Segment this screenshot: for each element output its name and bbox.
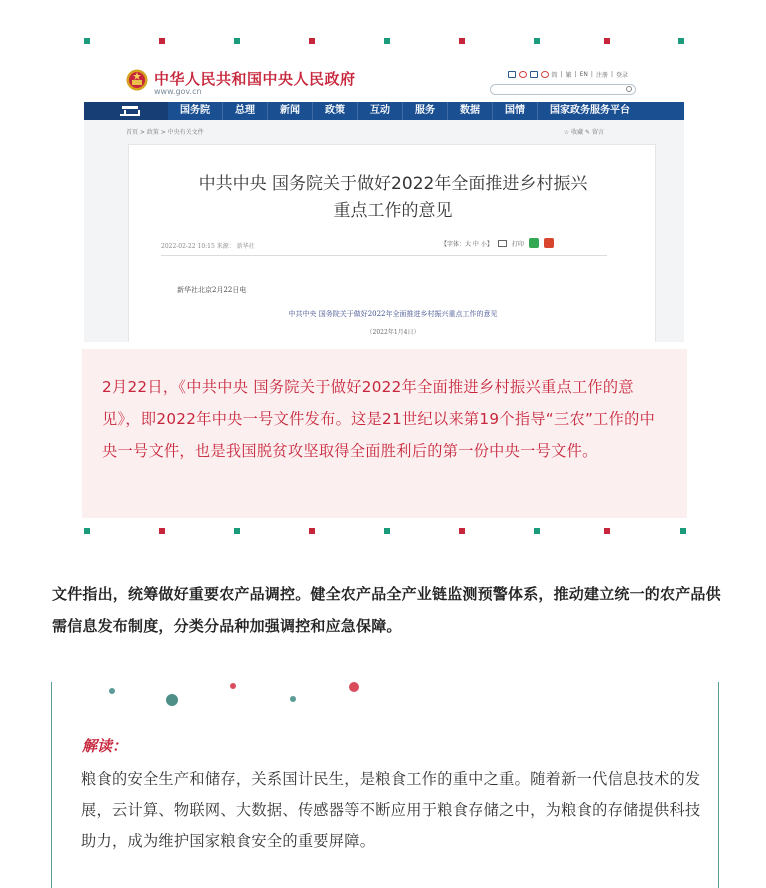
lang-english[interactable]: EN: [579, 71, 588, 78]
national-emblem-icon: [126, 68, 148, 92]
lang-simplified[interactable]: 简: [551, 72, 558, 79]
search-input[interactable]: [490, 84, 636, 95]
lang-traditional[interactable]: 繁: [565, 72, 572, 79]
article-dateline: 新华社北京2月22日电: [177, 286, 247, 294]
top-links: 简 | 繁 | EN | 注册 | 登录: [508, 70, 628, 79]
decorative-circle: [230, 683, 236, 689]
article-title-line-2: 重点工作的意见: [333, 201, 453, 221]
interpretation-label: 解读：: [82, 737, 128, 755]
interpretation-text: 粮食的安全生产和储存，关系国计民生，是粮食工作的重中之重。随着新一代信息技术的发展，云计算、物联网、大数据、传感器等不断应用于粮食存储之中，为粮食的存储提供科技助力，成为维护国家粮食安全的重要屏障。: [81, 770, 701, 850]
site-url: www.gov.cn: [154, 87, 202, 96]
breadcrumb[interactable]: 首页 > 政策 > 中央有关文件: [126, 129, 204, 136]
dot: [384, 528, 390, 534]
embedded-article-screenshot: [84, 56, 684, 342]
main-nav: [84, 102, 684, 120]
dot: [159, 528, 165, 534]
page-area: [84, 120, 684, 342]
nav-item-services[interactable]: 服务: [403, 102, 448, 120]
page-tools[interactable]: ☆ 收藏 ✎ 留言: [563, 129, 604, 136]
dot: [459, 528, 465, 534]
gov-header: [84, 56, 684, 102]
decorative-dot-row-top: [84, 38, 686, 46]
register-link[interactable]: 注册: [595, 72, 608, 79]
decorative-circle: [290, 696, 296, 702]
nav-item-news[interactable]: 新闻: [268, 102, 313, 120]
nav-item-gov-service-platform[interactable]: 国家政务服务平台: [550, 105, 630, 116]
article-title: [129, 171, 657, 225]
article-subtitle: 中共中央 国务院关于做好2022年全面推进乡村振兴重点工作的意见: [288, 310, 498, 318]
mail-icon[interactable]: [508, 71, 516, 78]
nav-item-data[interactable]: 数据: [448, 102, 493, 120]
tiananmen-icon: [120, 106, 140, 116]
dot: [678, 38, 684, 44]
dot: [309, 528, 315, 534]
decorative-circle: [109, 688, 115, 694]
dot: [234, 38, 240, 44]
dot: [604, 38, 610, 44]
font-size-control[interactable]: 【字体：大 中 小】: [441, 240, 493, 248]
print-icon[interactable]: [498, 240, 507, 247]
weibo-share-icon[interactable]: [544, 238, 554, 248]
dot: [384, 38, 390, 44]
nav-item-interaction[interactable]: 互动: [358, 102, 403, 120]
dot: [459, 38, 465, 44]
mobile-icon[interactable]: [530, 71, 538, 78]
dot: [84, 38, 90, 44]
article-card: [128, 144, 656, 342]
nav-item-premier[interactable]: 总理: [223, 102, 268, 120]
search-icon[interactable]: [626, 86, 632, 92]
summary-quote-text: 2月22日，《中共中央 国务院关于做好2022年全面推进乡村振兴重点工作的意见》，即2022年中央一号文件发布。这是21世纪以来第19个指导“三农”工作的中央一号文件，也是我国脱贫攻坚取得全面胜利后的第一份中央一号文件。: [102, 378, 656, 460]
app-icon[interactable]: [519, 71, 527, 78]
site-title[interactable]: 中华人民共和国中央人民政府: [154, 70, 356, 88]
divider: [161, 255, 607, 256]
dot: [534, 528, 540, 534]
interpretation-block: [51, 682, 719, 888]
article-subdate: （2022年1月4日）: [366, 329, 420, 336]
dot: [234, 528, 240, 534]
article-tools: [441, 238, 554, 248]
decorative-dot-row-bottom: [84, 528, 686, 536]
nav-home[interactable]: [84, 102, 168, 120]
decorative-circle: [166, 694, 178, 706]
article-meta: 2022-02-22 10:15 来源： 新华社: [161, 243, 255, 250]
decorative-circle: [349, 682, 359, 692]
nav-item-policy[interactable]: 政策: [313, 102, 358, 120]
dot: [159, 38, 165, 44]
dot: [84, 528, 90, 534]
dot: [680, 528, 686, 534]
nav-item-national-info[interactable]: 国情: [493, 102, 538, 120]
wechat-share-icon[interactable]: [529, 238, 539, 248]
weibo-icon[interactable]: [541, 71, 549, 78]
summary-quote-box: [82, 349, 687, 518]
print-button[interactable]: 打印: [511, 240, 524, 248]
dot: [604, 528, 610, 534]
dot: [309, 38, 315, 44]
article-title-line-1: 中共中央 国务院关于做好2022年全面推进乡村振兴: [198, 174, 588, 194]
policy-paragraph: 文件指出，统筹做好重要农产品调控。健全农产品全产业链监测预警体系，推动建立统一的农产品供需信息发布制度，分类分品种加强调控和应急保障。: [52, 585, 721, 635]
nav-item-state-council[interactable]: 国务院: [168, 102, 223, 120]
login-link[interactable]: 登录: [615, 72, 628, 79]
dot: [534, 38, 540, 44]
